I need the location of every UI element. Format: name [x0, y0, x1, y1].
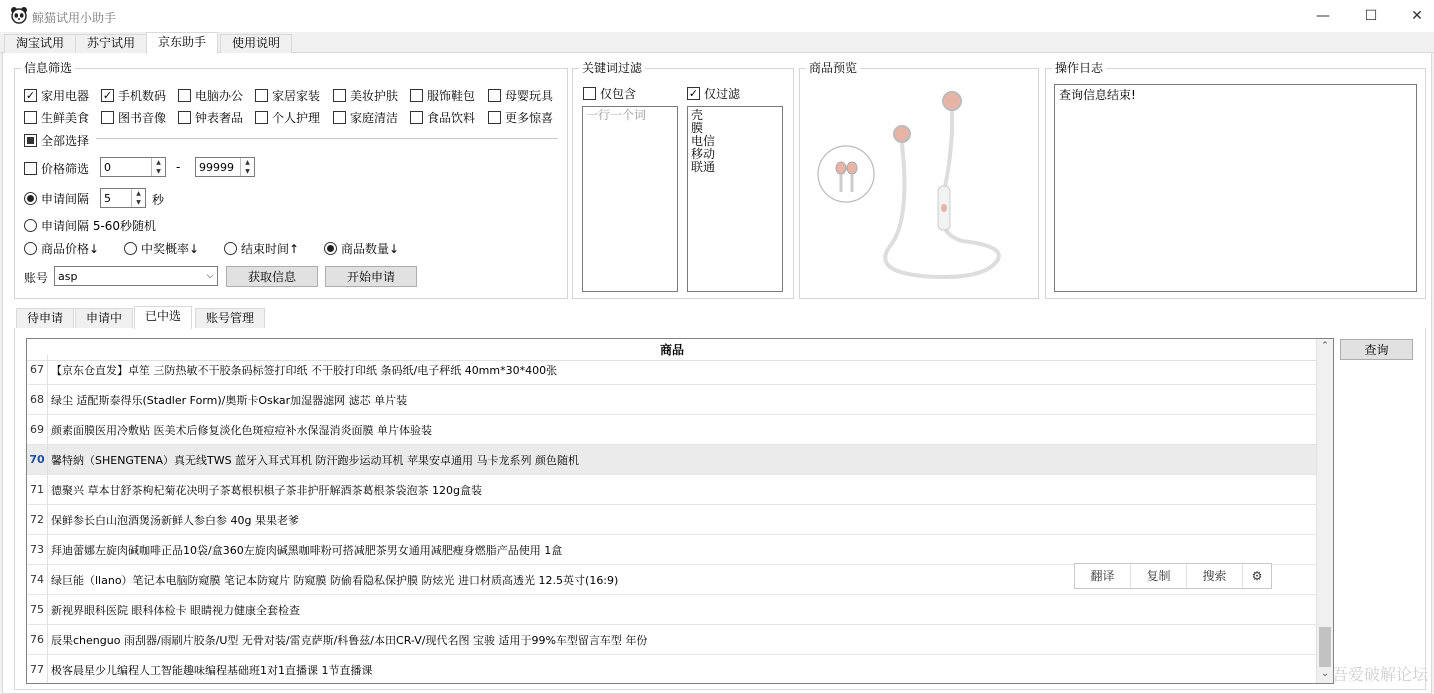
category-label: 钟表奢品 [195, 111, 244, 125]
row-number: 68 [27, 385, 48, 414]
price-min-stepper[interactable] [100, 157, 166, 177]
category-label: 个人护理 [272, 111, 321, 125]
table-row[interactable] [27, 625, 1317, 655]
row-number: 71 [27, 475, 48, 504]
product-name-cell[interactable]: 德聚兴 草本甘舒茶枸杞菊花决明子茶葛根枳椇子茶非护肝解酒茶葛根茶袋泡茶 120g盒装 [51, 483, 482, 497]
scroll-up-icon[interactable]: ⌃ [1321, 341, 1329, 351]
exclude-keywords-textarea[interactable]: 壳 膜 电信 移动 联通 [687, 106, 783, 292]
product-name-cell[interactable]: 颜素面膜医用冷敷贴 医美术后修复淡化色斑痘痘补水保湿消炎面膜 单片体验装 [51, 423, 432, 437]
translate-popup [1074, 563, 1272, 589]
tab-account-management[interactable]: 账号管理 [195, 308, 265, 328]
tab-instructions[interactable]: 使用说明 [220, 34, 292, 53]
category-checkbox-box[interactable] [333, 111, 346, 124]
category-label: 服饰鞋包 [427, 89, 476, 103]
table-row[interactable] [27, 505, 1317, 535]
info-filter-title: 信息筛选 [21, 61, 75, 75]
interval-label: 申请间隔 [41, 192, 90, 206]
category-checkbox-box[interactable] [24, 111, 37, 124]
interval-radio[interactable] [24, 190, 89, 207]
row-number: 72 [27, 505, 48, 534]
category-checkbox-row2-1[interactable] [101, 109, 166, 126]
price-filter-checkbox[interactable] [24, 160, 89, 177]
table-row[interactable] [27, 415, 1317, 445]
product-grid[interactable] [26, 338, 1334, 684]
sort-probability-radio-dot[interactable] [124, 242, 137, 255]
product-name-cell[interactable]: 极客晨星少儿编程人工智能趣味编程基础班1对1直播课 1节直播课 [51, 663, 373, 677]
keyword-filter-title: 关键词过滤 [579, 61, 645, 75]
tab-applying[interactable]: 申请中 [75, 308, 133, 328]
price-min-value[interactable]: 0 [104, 160, 111, 174]
select-all-checkbox[interactable] [24, 132, 89, 149]
gear-icon[interactable]: ⚙ [1251, 569, 1263, 583]
window-title: 鲸猫试用小助手 [32, 11, 117, 25]
category-checkbox-box[interactable] [410, 89, 423, 102]
query-button[interactable]: 查询 [1340, 339, 1413, 360]
category-checkbox-box[interactable] [178, 111, 191, 124]
table-row[interactable] [27, 385, 1317, 415]
sort-probability-radio[interactable] [124, 240, 199, 257]
price-range-dash: - [176, 160, 181, 174]
interval-unit: 秒 [152, 193, 165, 207]
category-label: 生鲜美食 [41, 111, 90, 125]
category-checkbox-box[interactable]: ✓ [25, 89, 36, 102]
category-checkbox-box[interactable] [410, 111, 423, 124]
category-checkbox-box[interactable]: ✓ [102, 89, 113, 102]
category-label: 家用电器 [41, 89, 90, 103]
earphones-product-image [812, 86, 1028, 286]
divider [96, 138, 558, 139]
account-value[interactable]: asp [58, 269, 78, 283]
sort-endtime-radio[interactable] [224, 240, 299, 257]
scroll-thumb[interactable] [1319, 627, 1331, 667]
price-max-stepper[interactable] [195, 157, 255, 177]
category-label: 手机数码 [118, 89, 167, 103]
category-checkbox-box[interactable] [101, 111, 114, 124]
product-name-cell[interactable]: 辰果chenguo 雨刮器/雨刷片胶条/U型 无骨对装/雷克萨斯/科鲁兹/本田CR-V/现代名图 宝骏 适用于99%车型留言车型 年份 [51, 633, 648, 647]
sort-price-label: 商品价格↓ [41, 242, 100, 256]
column-header-product[interactable]: 商品 [27, 339, 1317, 361]
row-number: 70 [27, 445, 48, 474]
table-row[interactable] [27, 355, 1317, 385]
category-checkbox-row2-0[interactable] [24, 109, 89, 126]
category-checkbox-box[interactable] [178, 89, 191, 102]
copy-button[interactable]: 复制 [1131, 564, 1187, 588]
include-keywords-textarea[interactable]: 一行一个词 [582, 106, 678, 292]
product-name-cell[interactable]: 绿尘 适配斯泰得乐(Stadler Form)/奥斯卡Oskar加湿器滤网 滤芯 单片装 [51, 393, 408, 407]
category-checkbox-box[interactable] [255, 89, 268, 102]
category-checkbox-row1-1[interactable] [101, 87, 166, 104]
row-number: 73 [27, 535, 48, 564]
row-number: 69 [27, 415, 48, 444]
sort-quantity-radio[interactable] [324, 240, 399, 257]
sort-endtime-label: 结束时间↑ [241, 242, 300, 256]
interval-value[interactable]: 5 [104, 191, 111, 205]
sort-quantity-label: 商品数量↓ [341, 242, 400, 256]
stepper-arrows-icon[interactable]: ▲ ▼ [151, 158, 165, 176]
category-label: 电脑办公 [195, 89, 244, 103]
product-name-cell[interactable]: 【京东仓直发】卓笙 三防热敏不干胶条码标签打印纸 不干胶打印纸 条码纸/电子秤纸 40mm*30*400张 [51, 363, 558, 377]
include-only-label: 仅包含 [600, 87, 637, 101]
select-all-box[interactable] [24, 134, 37, 147]
category-checkbox-row2-5[interactable] [410, 109, 475, 126]
table-row[interactable] [27, 595, 1317, 625]
row-number: 76 [27, 625, 48, 654]
category-checkbox-box[interactable] [333, 89, 346, 102]
interval-radio-dot[interactable] [24, 192, 37, 205]
translate-button[interactable]: 翻译 [1075, 564, 1131, 588]
interval-random-radio[interactable] [24, 217, 156, 234]
include-only-checkbox[interactable] [583, 85, 636, 102]
category-label: 食品饮料 [427, 111, 476, 125]
maximize-button[interactable]: ☐ [1364, 8, 1378, 24]
interval-random-radio-dot[interactable] [24, 219, 37, 232]
category-checkbox-row2-2[interactable] [178, 109, 243, 126]
sort-endtime-radio-dot[interactable] [224, 242, 237, 255]
sort-price-radio-dot[interactable] [24, 242, 37, 255]
close-button[interactable]: ✕ [1411, 8, 1423, 24]
interval-stepper[interactable] [100, 188, 146, 208]
category-checkbox-row1-4[interactable] [333, 87, 398, 104]
table-row[interactable] [27, 475, 1317, 505]
title-bar [0, 0, 1434, 32]
row-number: 75 [27, 595, 48, 624]
panda-logo-icon [10, 6, 28, 24]
price-max-value[interactable]: 99999 [199, 160, 234, 174]
watermark: 吾爱破解论坛 [1331, 665, 1428, 684]
product-preview-title: 商品预览 [806, 61, 860, 75]
category-checkbox-box[interactable] [255, 111, 268, 124]
interval-random-label: 申请间隔 5-60秒随机 [41, 219, 157, 233]
start-apply-button[interactable]: 开始申请 [325, 266, 417, 287]
tab-suning[interactable]: 苏宁试用 [75, 34, 147, 53]
account-select[interactable] [54, 266, 218, 286]
category-checkbox-row2-4[interactable] [333, 109, 398, 126]
price-filter-label: 价格筛选 [41, 162, 90, 176]
get-info-button[interactable]: 获取信息 [226, 266, 318, 287]
stepper-arrows-icon[interactable]: ▲ ▼ [240, 158, 254, 176]
tab-pending[interactable]: 待申请 [16, 308, 74, 328]
category-label: 母婴玩具 [505, 89, 554, 103]
table-row[interactable] [27, 535, 1317, 565]
table-row[interactable] [27, 655, 1317, 684]
row-number: 74 [27, 565, 48, 594]
vertical-scrollbar[interactable] [1316, 339, 1333, 683]
row-number: 77 [27, 655, 48, 684]
product-name-cell[interactable]: 新视界眼科医院 眼科体检卡 眼睛视力健康全套检查 [51, 603, 300, 617]
category-label: 家居家装 [272, 89, 321, 103]
sort-probability-label: 中奖概率↓ [141, 242, 200, 256]
row-number: 67 [27, 355, 48, 384]
category-checkbox-row2-6[interactable] [488, 109, 553, 126]
stepper-arrows-icon[interactable]: ▲ ▼ [131, 189, 145, 207]
product-name-cell[interactable]: 馨特納（SHENGTENA）真无线TWS 蓝牙入耳式耳机 防汗跑步运动耳机 苹果安卓通用 马卡龙系列 颜色随机 [51, 453, 580, 467]
include-only-box[interactable] [583, 87, 596, 100]
exclude-only-label: 仅过滤 [704, 87, 741, 101]
category-label: 图书音像 [118, 111, 167, 125]
category-checkbox-row1-2[interactable] [178, 87, 243, 104]
product-name-cell[interactable]: 绿巨能（llano）笔记本电脑防窥膜 笔记本防窥片 防窥膜 防偷看隐私保护膜 防炫光 进口材质高透光 12.5英寸(16:9) [51, 573, 619, 587]
operation-log-title: 操作日志 [1052, 61, 1106, 75]
tab-won[interactable]: 已中选 [134, 306, 192, 329]
log-textarea[interactable]: 查询信息结束! [1054, 84, 1417, 292]
category-checkbox-row2-3[interactable] [255, 109, 320, 126]
category-label: 更多惊喜 [505, 111, 554, 125]
table-row[interactable] [27, 445, 1317, 475]
category-checkbox-box[interactable] [488, 111, 501, 124]
category-label: 美妆护肤 [350, 89, 399, 103]
category-label: 家庭清洁 [350, 111, 399, 125]
category-checkbox-row1-6[interactable] [488, 87, 553, 104]
product-name-cell[interactable]: 拜迪蕾娜左旋肉碱咖啡正品10袋/盒360左旋肉碱黑咖啡粉可搭减肥茶男女通用减肥瘦身燃脂产品使用 1盒 [51, 543, 563, 557]
category-checkbox-row1-3[interactable] [255, 87, 320, 104]
select-all-label: 全部选择 [41, 134, 90, 148]
exclude-only-box[interactable]: ✓ [688, 87, 699, 100]
account-label: 账号 [24, 271, 49, 285]
search-button[interactable]: 搜索 [1187, 564, 1243, 588]
sort-quantity-radio-dot[interactable] [324, 242, 337, 255]
category-checkbox-row1-5[interactable] [410, 87, 475, 104]
category-checkbox-row1-0[interactable] [24, 87, 89, 104]
minimize-button[interactable]: — [1316, 8, 1330, 24]
exclude-only-checkbox[interactable] [687, 85, 740, 102]
tab-jd[interactable]: 京东助手 [146, 32, 218, 54]
price-filter-box[interactable] [24, 162, 37, 175]
scroll-down-icon[interactable]: ⌄ [1321, 669, 1329, 679]
product-name-cell[interactable]: 保鲜参长白山泡酒煲汤新鲜人参白参 40g 果果老爹 [51, 513, 299, 527]
tab-taobao[interactable]: 淘宝试用 [4, 34, 76, 53]
chevron-down-icon[interactable]: ⌵ [206, 271, 214, 281]
category-checkbox-box[interactable] [488, 89, 501, 102]
sort-price-radio[interactable] [24, 240, 99, 257]
